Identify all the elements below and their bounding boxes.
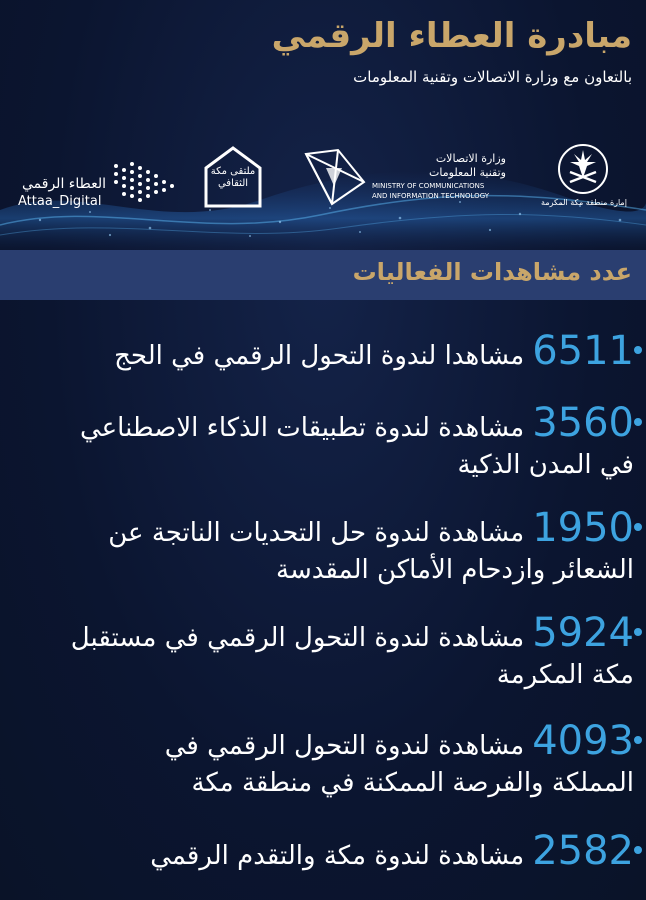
stat-line-1	[150, 828, 634, 874]
makkah-emirate-logo	[528, 140, 638, 212]
house-logo-text: ملتقى مكة الثقافي	[210, 166, 256, 189]
stat-line-1	[80, 400, 634, 446]
page-subtitle: بالتعاون مع وزارة الاتصالات وتقنية المعلومات	[353, 68, 632, 86]
stat-line-1	[114, 328, 634, 374]
bullet-dot-icon	[634, 628, 642, 636]
attaa-digital-logo	[14, 150, 174, 210]
stat-number: 2582	[532, 828, 634, 874]
stat-label-continued: الشعائر وازدحام الأماكن المقدسة	[276, 555, 634, 585]
bullet-dot-icon	[634, 846, 642, 854]
stat-number: 4093	[532, 718, 634, 764]
stat-label: مشاهدة لندوة التحول الرقمي في	[164, 731, 525, 761]
dots-pattern-icon	[110, 156, 176, 212]
stat-line-1	[165, 718, 634, 764]
stat-number: 6511	[532, 328, 634, 374]
stat-number: 3560	[532, 400, 634, 446]
attaa-logo-english: Attaa_Digital	[18, 194, 102, 209]
emirate-logo-text: إمارة منطقة مكة المكرمة	[541, 198, 627, 207]
stat-label-continued: المملكة والفرصة الممكنة في منطقة مكة	[191, 768, 634, 798]
stat-number: 1950	[532, 505, 634, 551]
bullet-dot-icon	[634, 346, 642, 354]
saudi-emblem-icon	[556, 142, 610, 196]
mcit-english-line-1: MINISTRY OF COMMUNICATIONS	[372, 182, 485, 190]
page-title: مبادرة العطاء الرقمي	[271, 16, 632, 56]
stat-label: مشاهدة لندوة حل التحديات الناتجة عن	[108, 518, 525, 548]
stat-label-continued: مكة المكرمة	[496, 660, 634, 690]
mcit-english-line-2: AND INFORMATION TECHNOLOGY	[372, 192, 490, 200]
mcit-emblem-icon	[298, 146, 370, 208]
bullet-dot-icon	[634, 523, 642, 531]
stat-line-1	[71, 610, 634, 656]
stat-label-continued: في المدن الذكية	[457, 450, 634, 480]
header	[0, 0, 646, 250]
mcit-logo	[296, 146, 516, 208]
section-title: عدد مشاهدات الفعاليات	[352, 258, 632, 286]
section-header-bar	[0, 250, 646, 300]
stat-line-1	[108, 505, 634, 551]
mcit-arabic-line-2: وتقنية المعلومات	[429, 166, 506, 179]
stats-list	[0, 300, 646, 900]
attaa-logo-arabic: العطاء الرقمي	[22, 176, 107, 192]
stat-number: 5924	[532, 610, 634, 656]
stat-label: مشاهدة لندوة مكة والتقدم الرقمي	[150, 841, 525, 871]
stat-label: مشاهدا لندوة التحول الرقمي في الحج	[114, 341, 525, 371]
logos-row	[0, 140, 646, 220]
mcit-arabic-line-1: وزارة الاتصالات	[435, 152, 506, 165]
stat-label: مشاهدة لندوة تطبيقات الذكاء الاصطناعي	[79, 413, 525, 443]
bullet-dot-icon	[634, 736, 642, 744]
stat-label: مشاهدة لندوة التحول الرقمي في مستقبل	[70, 623, 525, 653]
makkah-cultural-forum-logo	[200, 142, 266, 212]
bullet-dot-icon	[634, 418, 642, 426]
